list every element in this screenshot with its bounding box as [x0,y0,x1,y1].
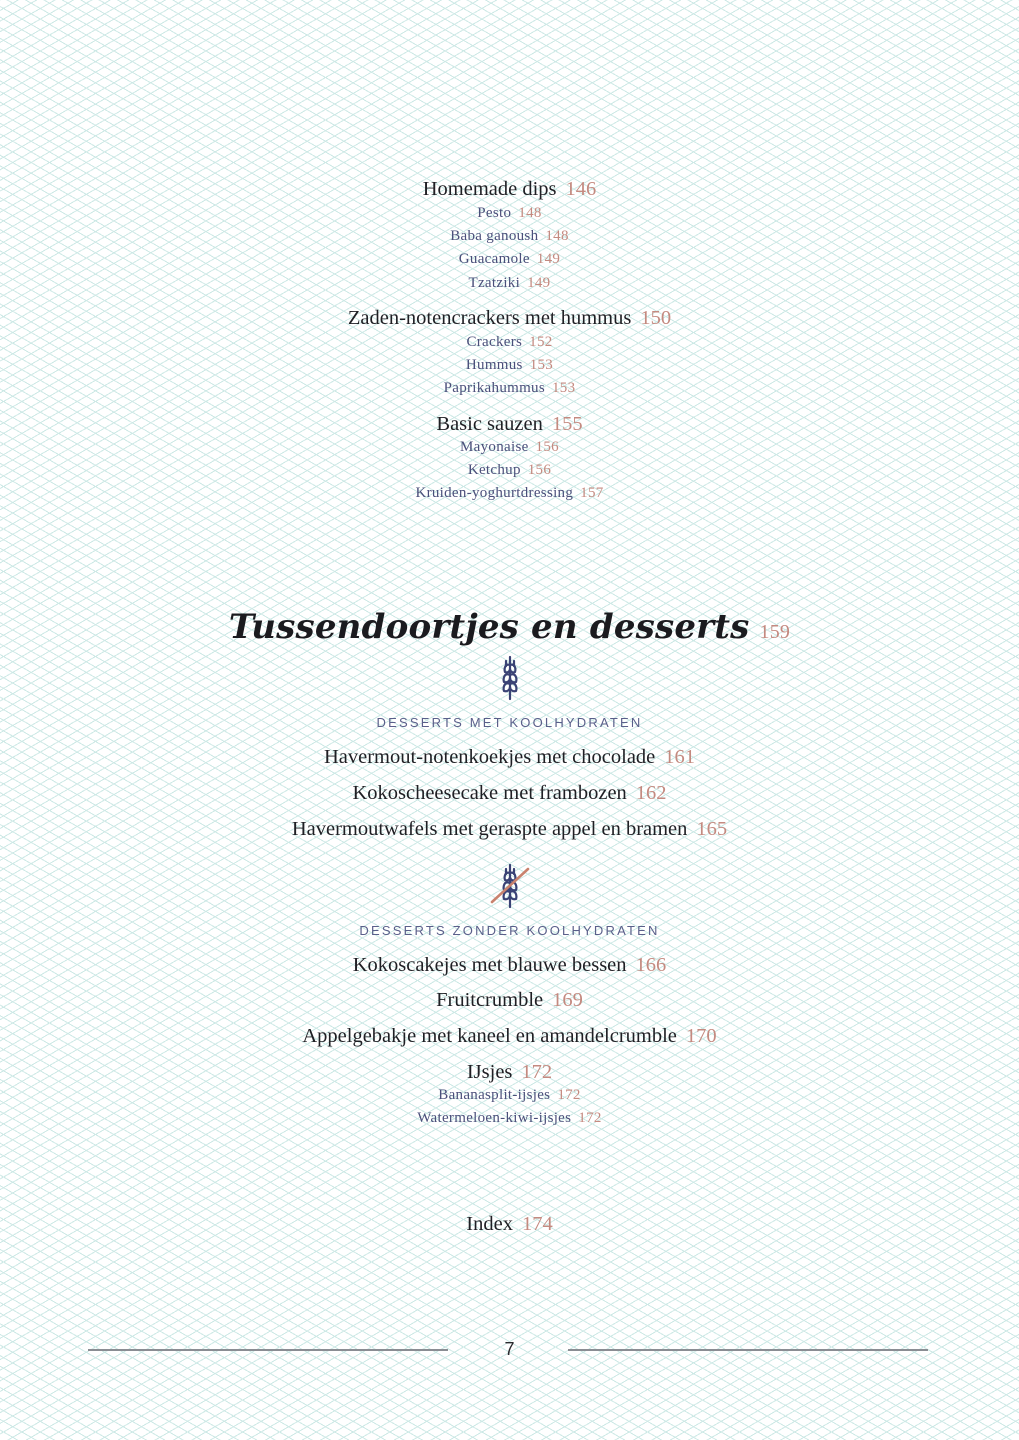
toc-subentry-title: Bananasplit-ijsjes [438,1087,551,1103]
toc-subentry-page: 153 [552,380,576,396]
section-title: Tussendoortjes en desserts [228,607,750,647]
toc-entry-page: 165 [696,818,728,840]
toc-subentry-title: Watermeloen-kiwi-ijsjes [417,1110,572,1126]
crossed-wheat-icon [488,863,532,909]
toc-entry-page: 146 [565,178,597,200]
section-heading[interactable] [0,607,1019,647]
toc-entry[interactable] [0,1026,1019,1047]
toc-subentry-title: Pesto [477,205,512,221]
category-label-with-carbs: DESSERTS MET KOOLHYDRATEN [376,715,643,730]
toc-entry-title: Basic sauzen [436,413,543,435]
with-carbs-icon-container [0,655,1019,701]
toc-subentry[interactable] [0,1111,1019,1126]
index-title: Index [466,1213,513,1235]
section-page: 159 [759,621,791,643]
toc-subentry[interactable] [0,358,1019,373]
toc-entry[interactable] [0,955,1019,976]
toc-entry[interactable] [0,819,1019,840]
toc-subentry-page: 157 [580,485,604,501]
toc-entry-page: 166 [635,954,667,976]
toc-subentry-page: 148 [518,205,542,221]
toc-entry-page: 170 [685,1025,717,1047]
toc-subentry-title: Hummus [465,357,523,373]
toc-subentry-page: 149 [527,275,551,291]
toc-entry-title: Kokoscakejes met blauwe bessen [352,954,627,976]
toc-subentry-page: 153 [529,357,554,373]
toc-subentry[interactable] [0,229,1019,244]
toc-subentry-title: Kruiden-yoghurtdressing [415,485,574,501]
toc-entry[interactable] [0,990,1019,1011]
toc-entry-title: Homemade dips [422,178,557,200]
toc-subentry[interactable] [0,252,1019,267]
toc-subentry-page: 156 [527,462,552,478]
toc-entry-title: IJsjes [466,1061,513,1083]
toc-entry-title: Havermout-notenkoekjes met chocolade [323,746,656,768]
toc-index-entry[interactable] [0,1214,1019,1235]
toc-subentry[interactable] [0,206,1019,221]
toc-subentry-title: Tzatziki [468,275,521,291]
toc-subentry-title: Guacamole [458,251,530,267]
wheat-icon [499,655,521,701]
without-carbs-icon-container [0,863,1019,909]
toc-subentry[interactable] [0,276,1019,291]
toc-subentry[interactable] [0,1088,1019,1103]
toc-subentry-page: 156 [535,439,559,455]
toc-entry-page: 169 [552,989,583,1011]
toc-subentry-page: 172 [578,1110,602,1126]
footer-rule-right [568,1349,928,1351]
category-label-without-carbs: DESSERTS ZONDER KOOLHYDRATEN [359,923,660,938]
toc-subentry-page: 148 [545,228,569,244]
page-number: 7 [504,1339,515,1359]
index-page: 174 [521,1213,553,1235]
toc-entry-title: Havermoutwafels met geraspte appel en bramen [291,818,688,840]
toc-subentry-title: Baba ganoush [450,228,539,244]
toc-subentry-title: Ketchup [467,462,521,478]
toc-entry[interactable] [0,414,1019,435]
toc-subentry-page: 172 [557,1087,581,1103]
toc-entry-page: 172 [521,1061,553,1083]
toc-entry-page: 150 [640,307,672,329]
toc-entry-page: 161 [664,746,696,768]
toc-subentry-title: Mayonaise [460,439,529,455]
toc-subentry-title: Paprikahummus [443,380,545,396]
toc-subentry[interactable] [0,335,1019,350]
toc-entry[interactable] [0,179,1019,200]
toc-entry[interactable] [0,783,1019,804]
toc-subentry[interactable] [0,440,1019,455]
toc-subentry-page: 149 [536,251,561,267]
toc-entry[interactable] [0,308,1019,329]
toc-subentry[interactable] [0,463,1019,478]
toc-entry[interactable] [0,1062,1019,1083]
toc-subentry[interactable] [0,381,1019,396]
toc-subentry-title: Crackers [466,334,523,350]
toc-entry-title: Appelgebakje met kaneel en amandelcrumble [302,1025,677,1047]
toc-entry-page: 155 [551,413,583,435]
toc-subentry[interactable] [0,486,1019,501]
toc-entry-title: Kokoscheesecake met frambozen [352,782,627,804]
toc-subentry-page: 152 [529,334,553,350]
toc-entry-page: 162 [635,782,667,804]
toc-entry[interactable] [0,747,1019,768]
toc-entry-title: Zaden-notencrackers met hummus [347,307,632,329]
toc-entry-title: Fruitcrumble [436,989,544,1011]
